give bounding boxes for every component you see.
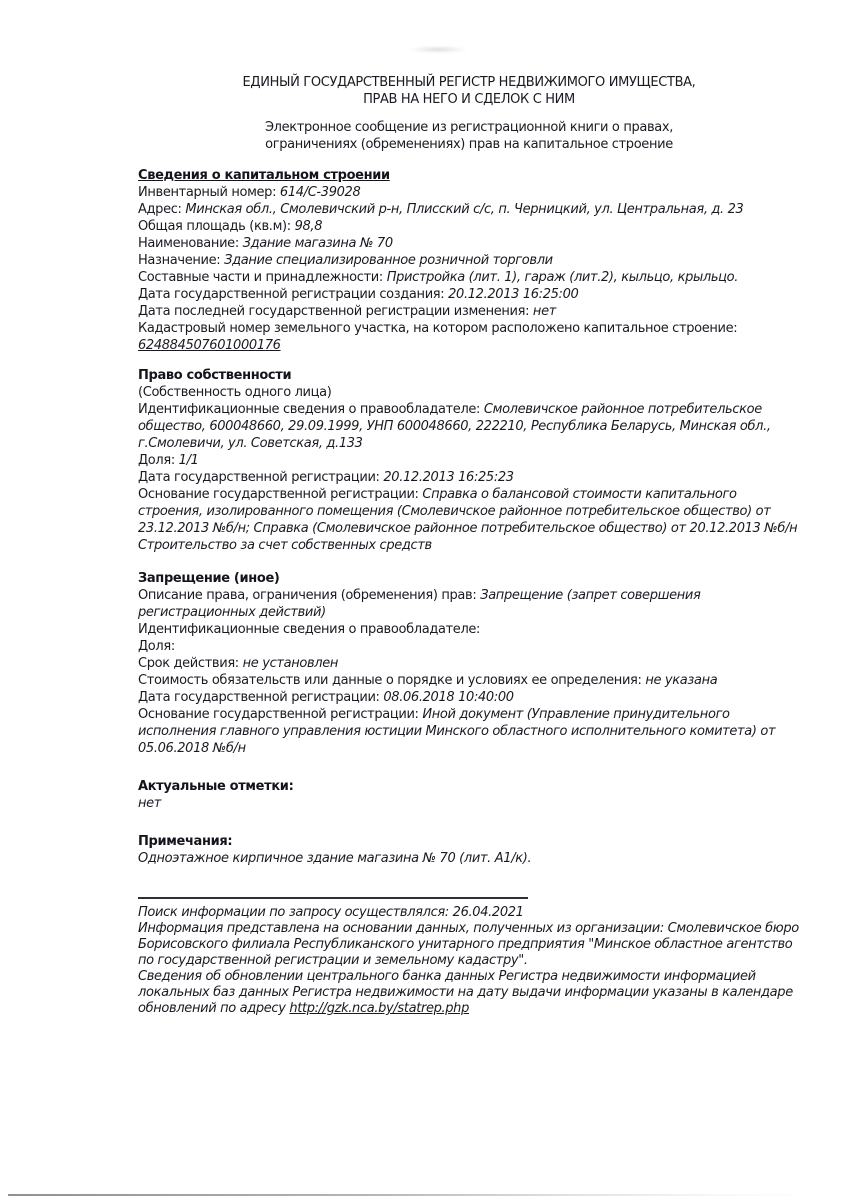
field-value: 98,8 <box>294 219 323 234</box>
section-heading: Примечания: <box>138 834 233 849</box>
cadastral-number: 624884507601000176 <box>138 338 281 353</box>
field-row <box>138 401 800 452</box>
footer-divider <box>138 897 528 899</box>
field-label: Общая площадь (кв.м): <box>138 219 291 234</box>
document-body <box>138 167 800 867</box>
field-row <box>138 486 800 554</box>
field-label: Инвентарный номер: <box>138 185 277 200</box>
field-value: Здание специализированное розничной торговли <box>224 253 553 268</box>
field-value: 1/1 <box>178 453 199 468</box>
field-row <box>138 452 800 469</box>
field-label: Назначение: <box>138 253 221 268</box>
document-subtitle <box>138 119 800 153</box>
section-heading: Актуальные отметки: <box>138 779 294 794</box>
footer-text: Информация представлена на основании данных, полученных из организации: Смолевичское бюро Борисовского филиала Республиканского унитарного предприятия "Минское областное агентство по государственной регистрации и земельному кадастру". <box>138 921 799 968</box>
field-value: 08.06.2018 10:40:00 <box>383 690 514 705</box>
field-label: Доля: <box>138 639 175 654</box>
document-header <box>138 74 800 153</box>
field-value: Иной документ (Управление принудительного исполнения главного управления юстиции Минского областного исполнительного комитета) от 05.06.2018 №б/н <box>138 707 776 756</box>
section-heading: Запрещение (иное) <box>138 571 280 586</box>
document-subtitle-line2: ограничениях (обременениях) прав на капитальное строение <box>265 137 673 152</box>
field-label: Наименование: <box>138 236 239 251</box>
field-label: Дата государственной регистрации: <box>138 690 380 705</box>
field-row <box>138 320 800 337</box>
field-label: Доля: <box>138 453 175 468</box>
field-value: Запрещение (запрет совершения регистрационных действий) <box>138 588 701 620</box>
section-zapreschenie <box>138 570 800 757</box>
field-row <box>138 621 800 638</box>
field-row <box>138 587 800 621</box>
section-rows <box>138 384 800 554</box>
registry-title-line1: ЕДИНЫЙ ГОСУДАРСТВЕННЫЙ РЕГИСТР НЕДВИЖИМОГО ИМУЩЕСТВА, <box>242 75 696 90</box>
registry-title <box>138 74 800 108</box>
field-value: Смолевичское районное потребительское общество, 600048660, 29.09.1999, УНП 600048660, 222210, Республика Беларусь, Минская обл., г.Смолевичи, ул. Советская, д.133 <box>138 402 771 451</box>
section-rows <box>138 184 800 354</box>
field-value: нет <box>532 304 556 319</box>
field-label: Основание государственной регистрации: <box>138 487 419 502</box>
field-row <box>138 269 800 286</box>
registry-title-line2: ПРАВ НА НЕГО И СДЕЛОК С НИМ <box>363 92 575 107</box>
footer-line <box>138 905 800 921</box>
scan-edge-artifact <box>8 1194 818 1196</box>
field-row <box>138 638 800 655</box>
section-aktualnye <box>138 778 800 812</box>
field-label: Срок действия: <box>138 656 239 671</box>
field-value: Минская обл., Смолевичский р-н, Плисский с/с, п. Черницкий, ул. Центральная, д. 23 <box>185 202 744 217</box>
field-label: Дата государственной регистрации: <box>138 470 380 485</box>
section-primechaniya <box>138 833 800 867</box>
field-row <box>138 303 800 320</box>
field-row <box>138 235 800 252</box>
document-content <box>138 74 800 1017</box>
field-value: Справка о балансовой стоимости капитального строения, изолированного помещения (Смолевичское районное потребительское общество) от 23.12.2013 №б/н; Справка (Смолевичское районное потребительское общество) от 20.12.2013 №б/н Строительство за счет собственных средств <box>138 487 798 553</box>
section-svedeniya <box>138 167 800 354</box>
field-row <box>138 469 800 486</box>
field-label: Идентификационные сведения о правообладателе: <box>138 622 481 637</box>
section-rows <box>138 587 800 757</box>
field-label: Описание права, ограничения (обременения) прав: <box>138 588 477 603</box>
section-heading: Сведения о капитальном строении <box>138 168 390 183</box>
footer-line <box>138 969 800 1017</box>
field-row <box>138 184 800 201</box>
field-value: не установлен <box>242 656 339 671</box>
document-footer <box>138 905 800 1017</box>
section-rows <box>138 795 800 812</box>
field-row <box>138 706 800 757</box>
italic-row: Одноэтажное кирпичное здание магазина № 70 (лит. А1/к). <box>138 851 532 866</box>
field-label: Составные части и принадлежности: <box>138 270 383 285</box>
field-row <box>138 286 800 303</box>
footer-text: Сведения об обновлении центрального банка данных Регистра недвижимости информацией локальных баз данных Регистра недвижимости на дату выдачи информации указаны в календаре обновлений по адресу <box>138 969 793 1016</box>
italic-row: нет <box>138 796 162 811</box>
field-label: Основание государственной регистрации: <box>138 707 419 722</box>
field-value: не указана <box>645 673 718 688</box>
footer-text: Поиск информации по запросу осуществлялся: 26.04.2021 <box>138 905 524 920</box>
field-label: Адрес: <box>138 202 182 217</box>
section-heading: Право собственности <box>138 368 292 383</box>
field-label: Стоимость обязательств или данные о порядке и условиях ее определения: <box>138 673 642 688</box>
field-row <box>138 689 800 706</box>
field-row <box>138 655 800 672</box>
field-label: Идентификационные сведения о правообладателе: <box>138 402 481 417</box>
scan-smudge-artifact <box>408 46 468 53</box>
field-label: Дата государственной регистрации создания: <box>138 287 445 302</box>
section-rows <box>138 850 800 867</box>
field-value: 20.12.2013 16:25:23 <box>383 470 514 485</box>
field-row <box>138 218 800 235</box>
field-row <box>138 672 800 689</box>
field-value: 20.12.2013 16:25:00 <box>448 287 579 302</box>
field-value: Пристройка (лит. 1), гараж (лит.2), кыльцо, крыльцо. <box>386 270 739 285</box>
footer-line <box>138 921 800 969</box>
plain-row: (Собственность одного лица) <box>138 385 332 400</box>
field-value: 614/С-39028 <box>279 185 361 200</box>
field-row <box>138 252 800 269</box>
field-label: Дата последней государственной регистрации изменения: <box>138 304 530 319</box>
field-label: Кадастровый номер земельного участка, на котором расположено капитальное строение: <box>138 321 738 336</box>
section-pravo <box>138 367 800 554</box>
statrep-link[interactable]: http://gzk.nca.by/statrep.php <box>289 1001 469 1016</box>
document-subtitle-line1: Электронное сообщение из регистрационной книги о правах, <box>264 120 674 135</box>
field-row <box>138 201 800 218</box>
field-value: Здание магазина № 70 <box>242 236 393 251</box>
